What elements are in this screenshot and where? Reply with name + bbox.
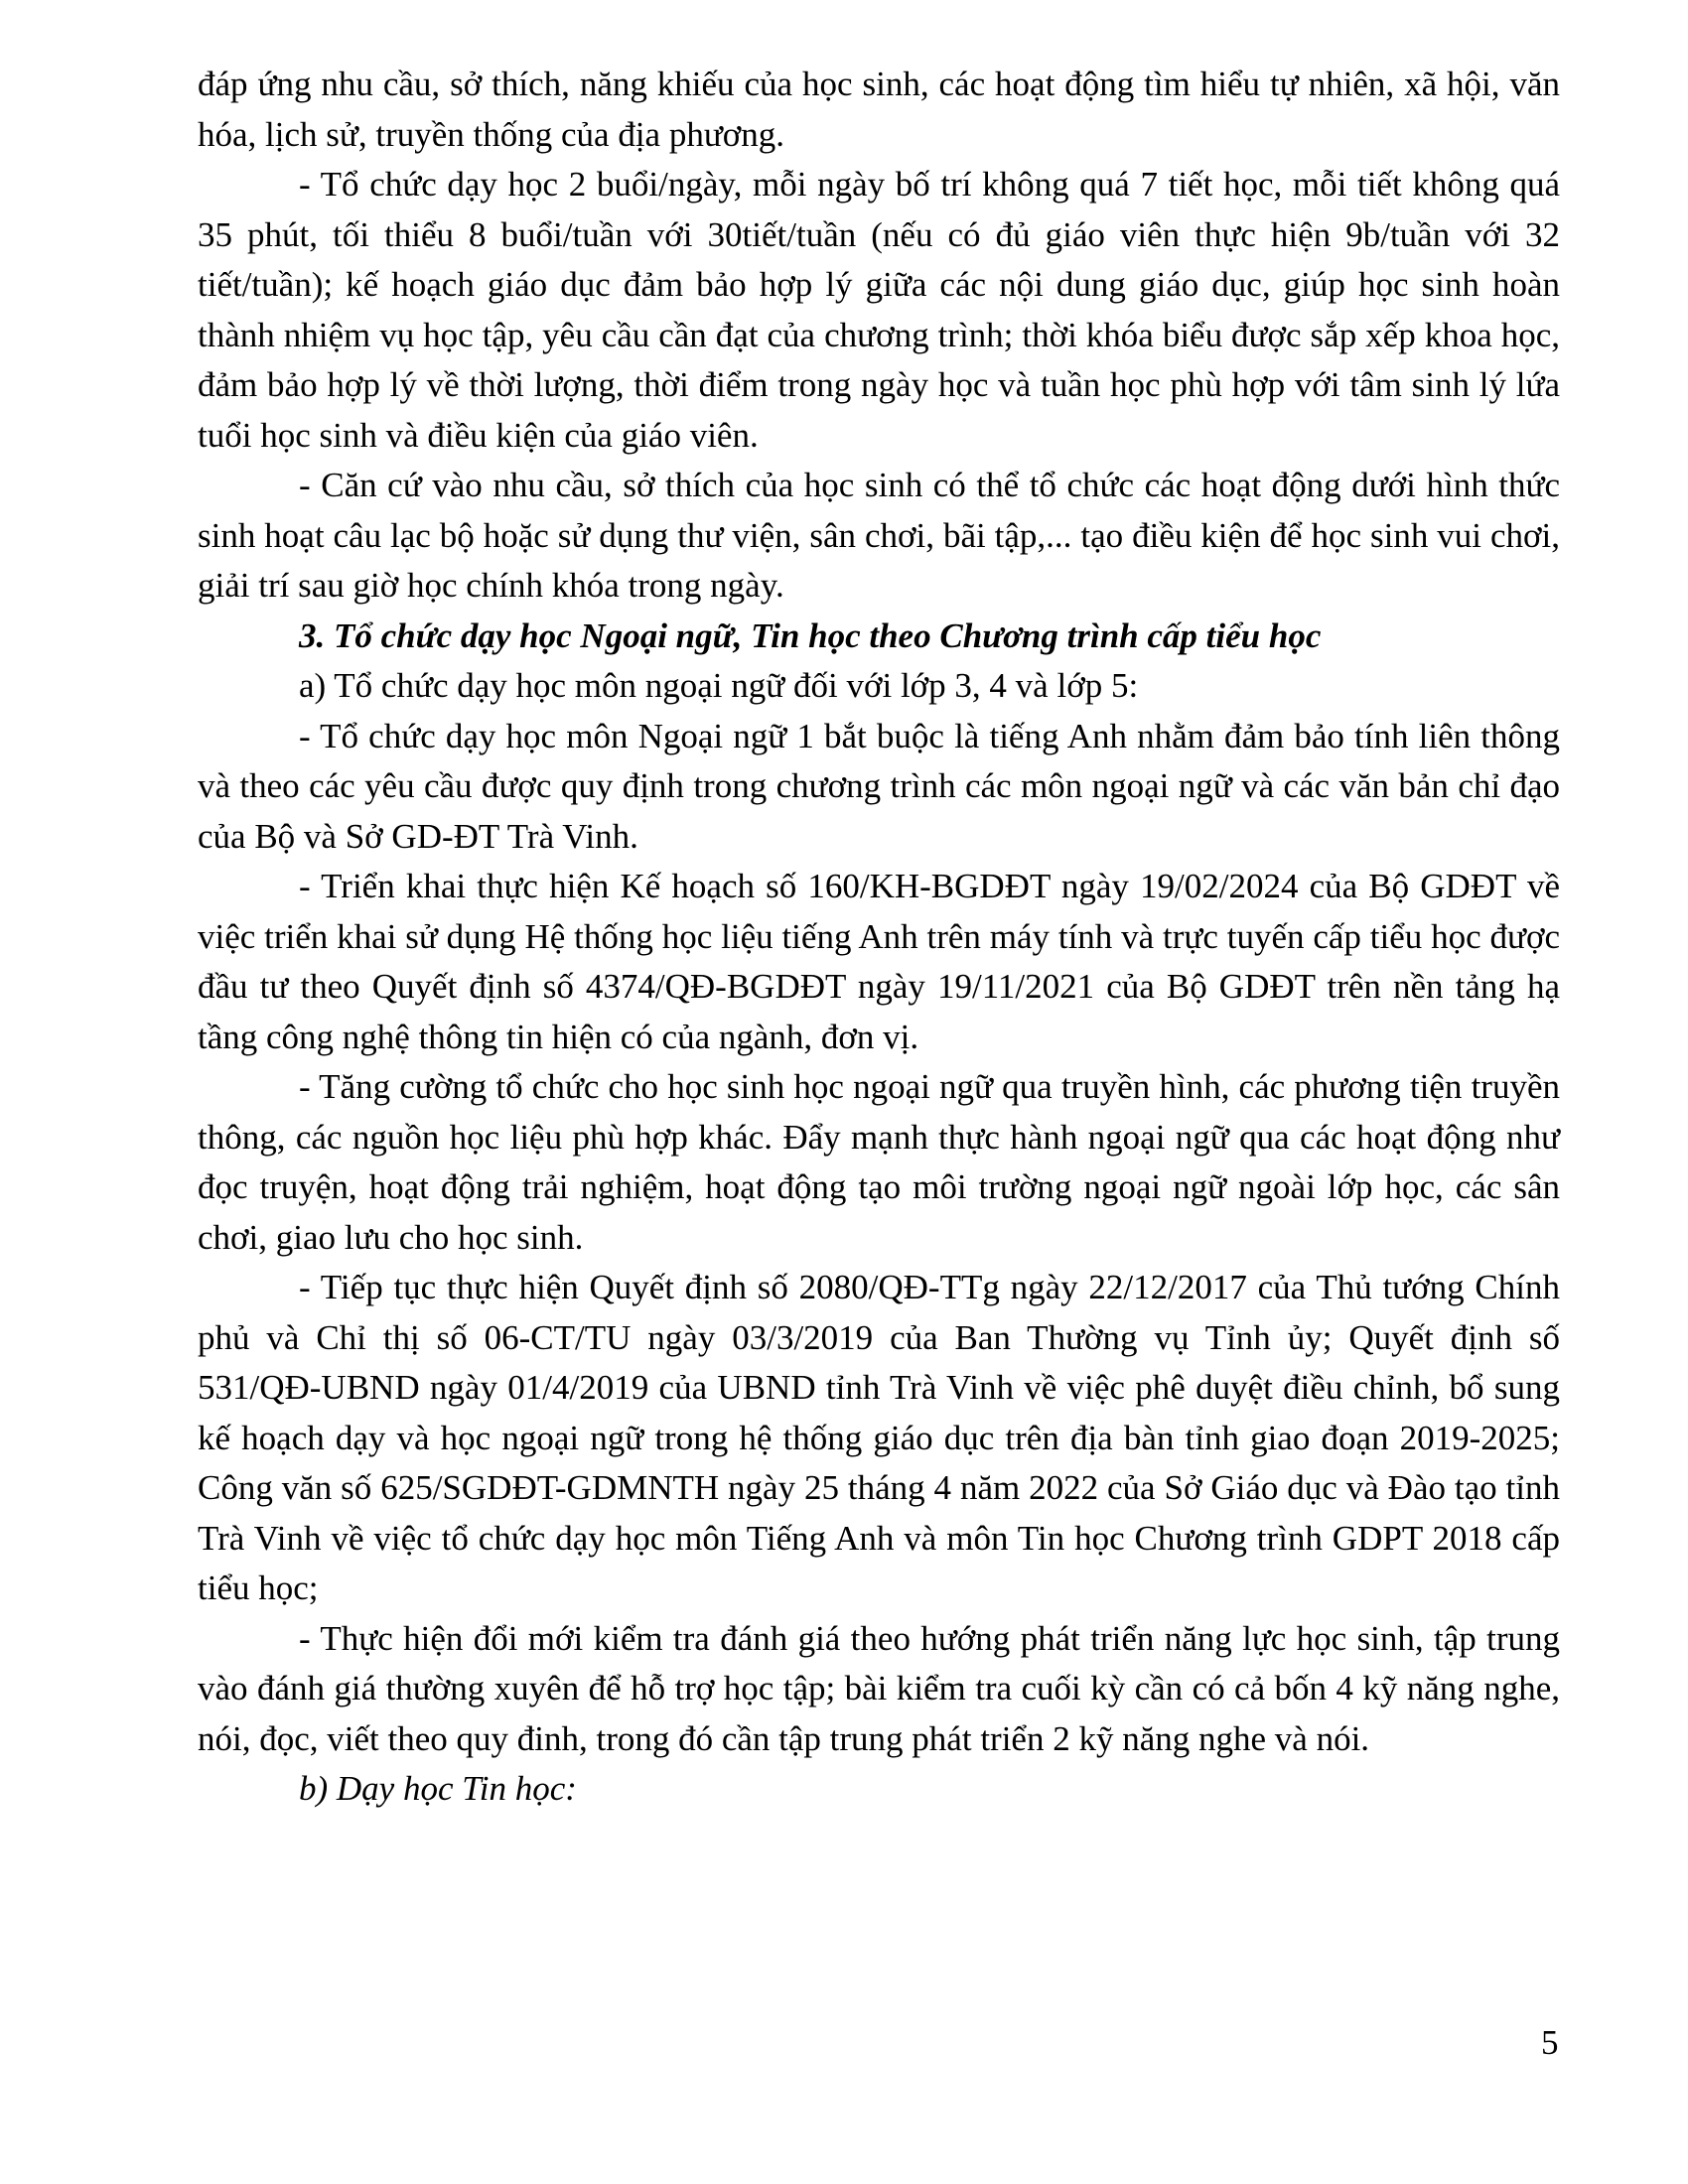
paragraph-clubs: - Căn cứ vào nhu cầu, sở thích của học sinh có thể tổ chức các hoạt động dưới hình thức sinh hoạt câu lạc bộ hoặc sử dụng thư viện, sân chơi, bãi tập,... tạo điều kiện để học sinh vui chơi, giải trí sau giờ học chính khóa trong ngày.: [198, 466, 1560, 605]
section-heading: 3. Tổ chức dạy học Ngoại ngữ, Tin học theo Chương trình cấp tiểu học: [299, 615, 1322, 655]
paragraph-english-compulsory: - Tổ chức dạy học môn Ngoại ngữ 1 bắt buộc là tiếng Anh nhằm đảm bảo tính liên thông và theo các yêu cầu được quy định trong chương trình các môn ngoại ngữ và các văn bản chỉ đạo của Bộ và Sở GD-ĐT Trà Vinh.: [198, 716, 1560, 856]
document-body: [198, 60, 1560, 1815]
page-number: 5: [1541, 2023, 1559, 2062]
paragraph-assessment: - Thực hiện đổi mới kiểm tra đánh giá theo hướng phát triển năng lực học sinh, tập trung vào đánh giá thường xuyên để hỗ trợ học tập; bài kiểm tra cuối kỳ cần có cả bốn 4 kỹ năng nghe, nói, đọc, viết theo quy đinh, trong đó cần tập trung phát triển 2 kỹ năng nghe và nói.: [198, 1618, 1560, 1758]
subheading-foreign-language: a) Tổ chức dạy học môn ngoại ngữ đối với lớp 3, 4 và lớp 5:: [299, 666, 1139, 705]
subheading-informatics: b) Dạy học Tin học:: [299, 1769, 577, 1808]
paragraph-two-sessions: - Tổ chức dạy học 2 buổi/ngày, mỗi ngày bố trí không quá 7 tiết học, mỗi tiết không quá 35 phút, tối thiểu 8 buổi/tuần với 30tiết/tuần (nếu có đủ giáo viên thực hiện 9b/tuần với 32 tiết/tuần); kế hoạch giáo dục đảm bảo hợp lý giữa các nội dung giáo dục, giúp học sinh hoàn thành nhiệm vụ học tập, yêu cầu cần đạt của chương trình; thời khóa biểu được sắp xếp khoa học, đảm bảo hợp lý về thời lượng, thời điểm trong ngày học và tuần học phù hợp với tâm sinh lý lứa tuổi học sinh và điều kiện của giáo viên.: [198, 165, 1560, 455]
paragraph-plan-160: - Triển khai thực hiện Kế hoạch số 160/KH-BGDĐT ngày 19/02/2024 của Bộ GDĐT về việc triển khai sử dụng Hệ thống học liệu tiếng Anh trên máy tính và trực tuyến cấp tiểu học được đầu tư theo Quyết định số 4374/QĐ-BGDĐT ngày 19/11/2021 của Bộ GDĐT trên nền tảng hạ tầng công nghệ thông tin hiện có của ngành, đơn vị.: [198, 867, 1560, 1056]
paragraph-continuation: đáp ứng nhu cầu, sở thích, năng khiếu của học sinh, các hoạt động tìm hiểu tự nhiên, xã hội, văn hóa, lịch sử, truyền thống của địa phương.: [198, 65, 1560, 154]
paragraph-media-learning: - Tăng cường tổ chức cho học sinh học ngoại ngữ qua truyền hình, các phương tiện truyền thông, các nguồn học liệu phù hợp khác. Đẩy mạnh thực hành ngoại ngữ qua các hoạt động như đọc truyện, hoạt động trải nghiệm, hoạt động tạo môi trường ngoại ngữ ngoài lớp học, các sân chơi, giao lưu cho học sinh.: [198, 1067, 1560, 1257]
paragraph-decisions: - Tiếp tục thực hiện Quyết định số 2080/QĐ-TTg ngày 22/12/2017 của Thủ tướng Chính phủ và Chỉ thị số 06-CT/TU ngày 03/3/2019 của Ban Thường vụ Tỉnh ủy; Quyết định số 531/QĐ-UBND ngày 01/4/2019 của UBND tỉnh Trà Vinh về việc phê duyệt điều chỉnh, bổ sung kế hoạch dạy và học ngoại ngữ trong hệ thống giáo dục trên địa bàn tỉnh giao đoạn 2019-2025; Công văn số 625/SGDĐT-GDMNTH ngày 25 tháng 4 năm 2022 của Sở Giáo dục và Đào tạo tỉnh Trà Vinh về việc tổ chức dạy học môn Tiếng Anh và môn Tin học Chương trình GDPT 2018 cấp tiểu học;: [198, 1268, 1560, 1607]
